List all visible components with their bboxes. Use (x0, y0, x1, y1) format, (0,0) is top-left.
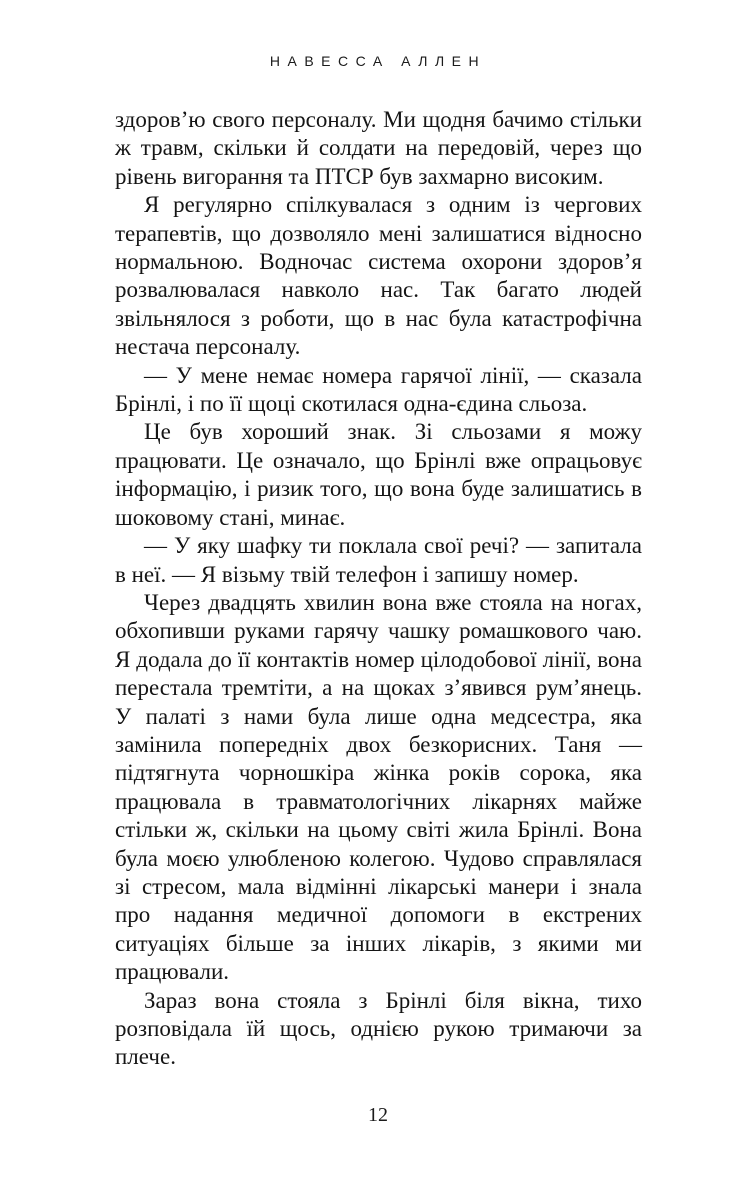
paragraph: Через двадцять хвилин вона вже стояла на ногах, обхопивши руками гарячу чашку ромашкового чаю. Я додала до її контактів номер цілодобової лінії, вона перестала тремтіти, а на щоках з’явився рум’янець. У палаті з нами була лише одна медсестра, яка замінила попередніх двох безкорисних. Таня — підтягнута чорношкіра жінка років сорока, яка працювала в травматологічних лікарнях майже стільки ж, скільки на цьому світі жила Брінлі. Вона була моєю улюбленою колегою. Чудово справлялася зі стресом, мала відмінні лікарські манери і знала про надання медичної допомоги в екстрених ситуаціях більше за інших лікарів, з якими ми працювали. (115, 589, 642, 985)
paragraph: — У яку шафку ти поклала свої речі? — запитала в неї. — Я візьму твій телефон і запишу номер. (115, 533, 642, 587)
paragraph: — У мене немає номера гарячої лінії, — сказала Брінлі, і по її щоці скотилася одна-єдина сльоза. (115, 362, 642, 417)
running-header-author: НАВЕССА АЛЛЕН (269, 53, 487, 69)
body-text (115, 106, 642, 1072)
paragraph: здоров’ю свого персоналу. Ми щодня бачимо стільки ж травм, скільки й солдати на передовій, через що рівень вигорання та ПТСР був захмарно високим. (115, 107, 642, 189)
page-number: 12 (368, 1104, 388, 1126)
paragraph: Зараз вона стояла з Брінлі біля вікна, тихо розповідала їй щось, однією рукою тримаючи за плече. (115, 987, 642, 1070)
paragraph: Я регулярно спілкувалася з одним із чергових терапевтів, що дозволяло мені залишатися відносно нормальною. Водночас система охорони здоров’я розвалювалася навколо нас. Так багато людей звільнялося з роботи, що в нас була катастрофічна нестача персоналу. (115, 192, 642, 360)
paragraph: Це був хороший знак. Зі сльозами я можу працювати. Це означало, що Брінлі вже опрацьовує інформацію, і ризик того, що вона буде залишатись в шоковому стані, минає. (115, 419, 642, 530)
